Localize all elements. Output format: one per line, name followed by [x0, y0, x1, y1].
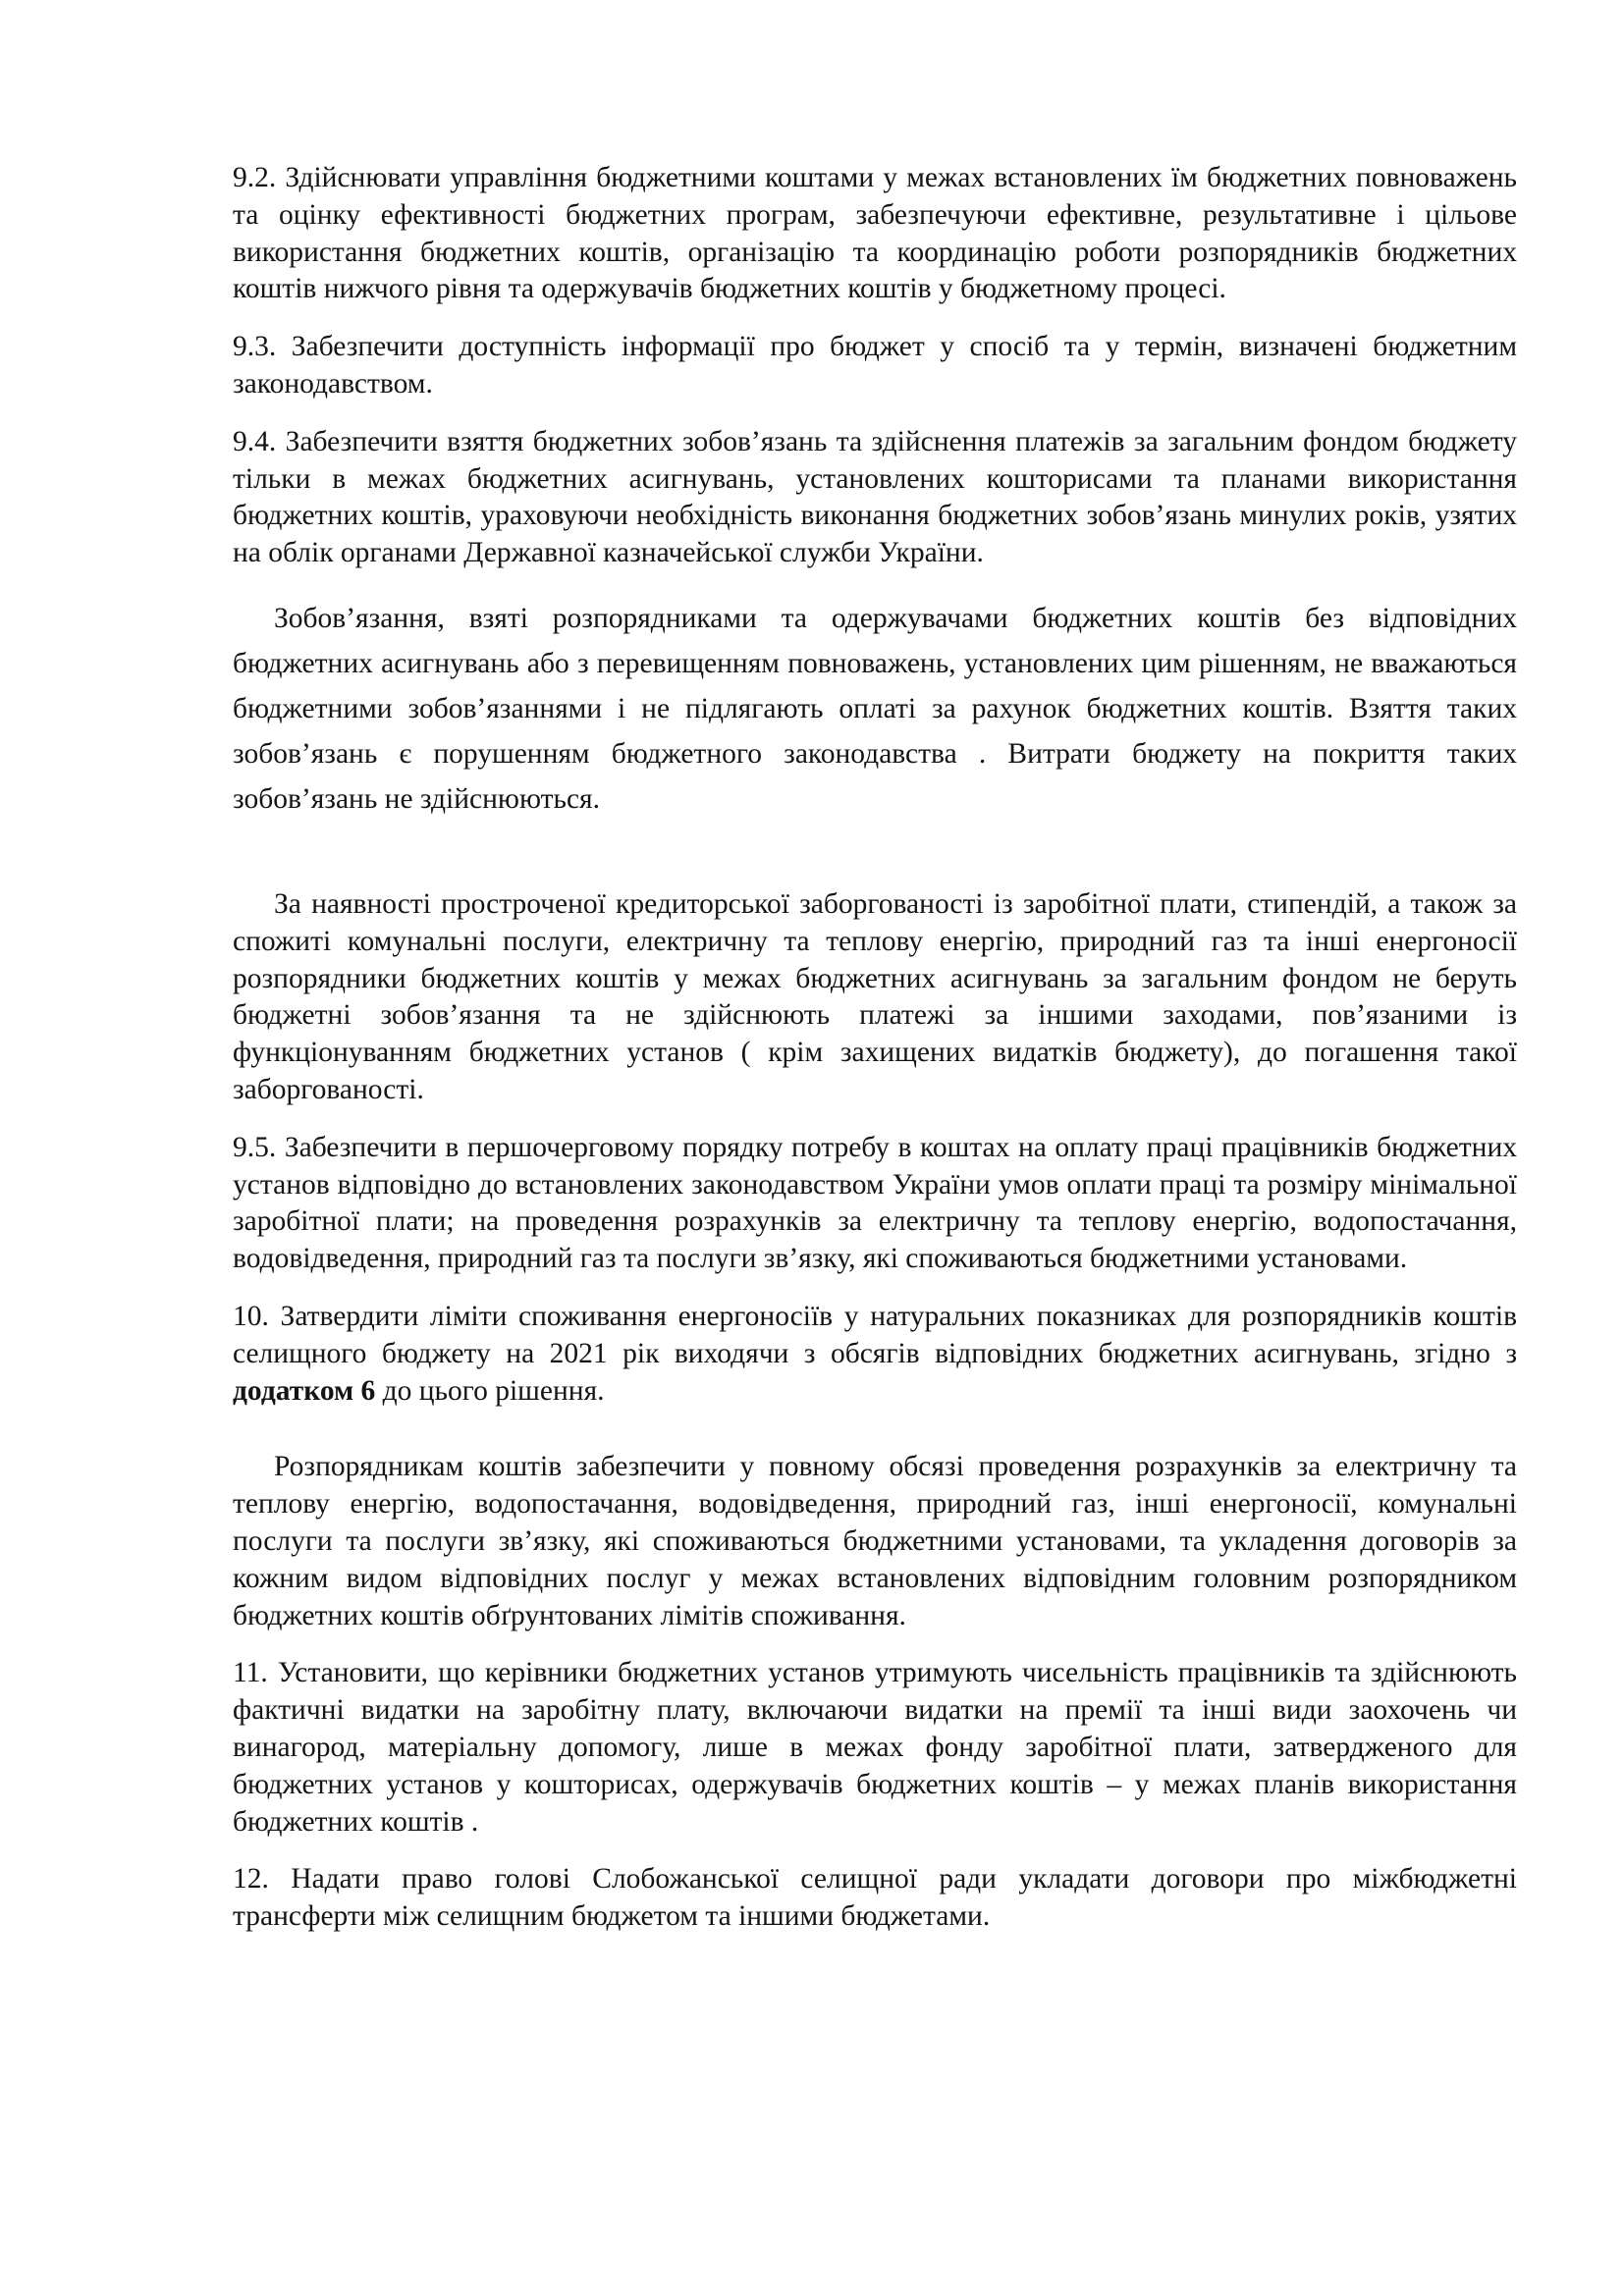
- paragraph-10: [233, 1299, 1517, 1410]
- paragraph-obligations: Зобов’язання, взяті розпорядниками та одержувачами бюджетних коштів без відповідних бюджетних асигнувань або з перевищенням повноважень, установлених цим рішенням, не вважаються бюджетними зобов’язаннями і не підлягають оплаті за рахунок бюджетних коштів. Взяття таких зобов’язань є порушенням бюджетного законодавства . Витрати бюджету на покриття таких зобов’язань не здійснюються.: [233, 602, 1517, 815]
- paragraph-10-text-end: до цього рішення.: [375, 1374, 605, 1407]
- paragraph-9-4: 9.4. Забезпечити взяття бюджетних зобов’язань та здійснення платежів за загальним фондом бюджету тільки в межах бюджетних асигнувань, установлених кошторисами та планами використання бюджетних коштів, ураховуючи необхідність виконання бюджетних зобов’язань минулих років, узятих на облік органами Державної казначейської служби України.: [233, 425, 1517, 569]
- document-page: [233, 160, 1517, 1936]
- paragraph-managers: Розпорядникам коштів забезпечити у повному обсязі проведення розрахунків за електричну та теплову енергію, водопостачання, водовідведення, природний газ, інші енергоносії, комунальні послуги та послуги зв’язку, які споживаються бюджетними установами, та укладення договорів за кожним видом відповідних послуг у межах встановлених відповідним головним розпорядником бюджетних коштів обґрунтованих лімітів споживання.: [233, 1451, 1517, 1631]
- paragraph-arrears: За наявності простроченої кредиторської заборгованості із заробітної плати, стипендій, а також за спожиті комунальні послуги, електричну та теплову енергію, природний газ та інші енергоносії розпорядники бюджетних коштів у межах бюджетних асигнувань за загальним фондом не беруть бюджетні зобов’язання та не здійснюють платежі за іншими заходами, пов’язаними із функціонуванням бюджетних установ ( крім захищених видатків бюджету), до погашення такої заборгованості.: [233, 887, 1517, 1105]
- appendix-6-reference: додатком 6: [233, 1374, 376, 1407]
- paragraph-12: 12. Надати право голові Слобожанської селищної ради укладати договори про міжбюджетні трансферти між селищним бюджетом та іншими бюджетами.: [233, 1863, 1517, 1933]
- paragraph-11: 11. Установити, що керівники бюджетних установ утримують чисельність працівників та здійснюють фактичні видатки на заробітну плату, включаючи видатки на премії та інші види заохочень чи винагород, матеріальну допомогу, лише в межах фонду заробітної плати, затвердженого для бюджетних установ у кошторисах, одержувачів бюджетних коштів – у межах планів використання бюджетних коштів .: [233, 1657, 1517, 1838]
- paragraph-9-5: 9.5. Забезпечити в першочерговому порядку потребу в коштах на оплату праці працівників бюджетних установ відповідно до встановлених законодавством України умов оплати праці та розміру мінімальної заробітної плати; на проведення розрахунків за електричну та теплову енергію, водопостачання, водовідведення, природний газ та послуги зв’язку, які споживаються бюджетними установами.: [233, 1131, 1517, 1275]
- paragraph-9-3: 9.3. Забезпечити доступність інформації про бюджет у спосіб та у термін, визначені бюджетним законодавством.: [233, 331, 1517, 400]
- paragraph-9-2: 9.2. Здійснювати управління бюджетними коштами у межах встановлених їм бюджетних повноважень та оцінку ефективності бюджетних програм, забезпечуючи ефективне, результативне і цільове використання бюджетних коштів, організацію та координацію роботи розпорядників бюджетних коштів нижчого рівня та одержувачів бюджетних коштів у бюджетному процесі.: [233, 162, 1517, 305]
- paragraph-10-text: 10. Затвердити ліміти споживання енергоносіїв у натуральних показниках для розпорядників коштів селищного бюджету на 2021 рік виходячи з обсягів відповідних бюджетних асигнувань, згідно з: [233, 1300, 1517, 1369]
